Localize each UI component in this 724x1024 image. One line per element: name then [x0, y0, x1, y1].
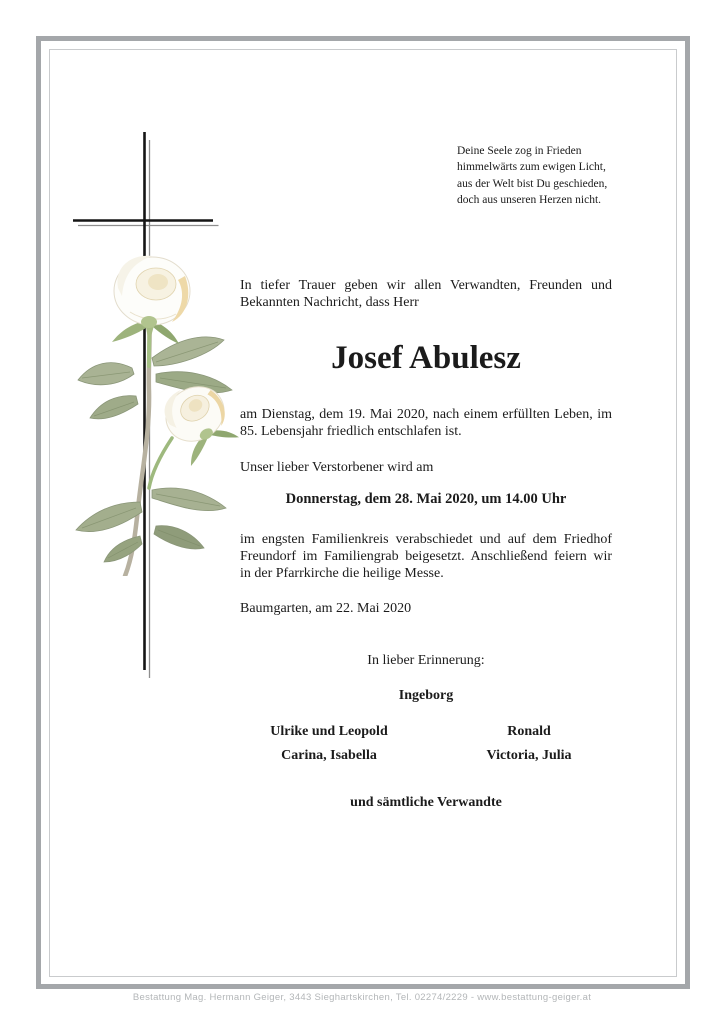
funeral-details — [240, 531, 612, 582]
mourner-left-row2: Carina, Isabella — [281, 748, 377, 763]
farewell-lead: Unser lieber Verstorbener wird am — [240, 460, 434, 475]
funeral-home-footer: Bestattung Mag. Hermann Geiger, 3443 Sieghartskirchen, Tel. 02274/2229 - www.bestattung-geiger.at — [132, 992, 592, 1003]
poem-line: doch aus unseren Herzen nicht. — [457, 193, 602, 206]
memorial-poem — [457, 143, 642, 208]
mourners-closing: und sämtliche Verwandte — [350, 795, 502, 810]
poem-line: Deine Seele zog in Frieden — [457, 145, 582, 157]
mourner-right-row2: Victoria, Julia — [486, 748, 572, 763]
funeral-datetime: Donnerstag, dem 28. Mai 2020, um 14.00 Uhr — [285, 491, 567, 507]
poem-line: himmelwärts zum ewigen Licht, — [457, 161, 606, 174]
funeral-details-line: Freundorf im Familiengrab beigesetzt. Anschließend feiern wir — [240, 549, 612, 564]
mourner-left-row1: Ulrike und Leopold — [270, 724, 388, 739]
mourner-widow: Ingeborg — [398, 688, 454, 703]
death-info — [240, 406, 612, 440]
announcement-intro — [240, 277, 612, 311]
intro-line: Bekannten Nachricht, dass Herr — [240, 295, 419, 310]
funeral-details-line: in der Pfarrkirche die heilige Messe. — [240, 566, 444, 581]
death-info-line: am Dienstag, dem 19. Mai 2020, nach einem erfüllten Leben, im — [240, 407, 612, 422]
white-roses-image — [52, 246, 244, 576]
mourner-right-row1: Ronald — [507, 724, 551, 739]
poem-line: aus der Welt bist Du geschieden, — [457, 177, 608, 190]
deceased-name: Josef Abulesz — [331, 340, 521, 376]
funeral-details-line: im engsten Familienkreis verabschiedet und auf dem Friedhof — [240, 532, 612, 547]
rose-bloom-upper — [112, 256, 190, 344]
rose-leaves — [76, 337, 232, 562]
place-and-date: Baumgarten, am 22. Mai 2020 — [240, 601, 412, 616]
death-info-line: 85. Lebensjahr friedlich entschlafen ist. — [240, 424, 462, 439]
intro-line: In tiefer Trauer geben wir allen Verwandten, Freunden und — [240, 278, 612, 293]
remembrance-heading: In lieber Erinnerung: — [367, 653, 485, 668]
